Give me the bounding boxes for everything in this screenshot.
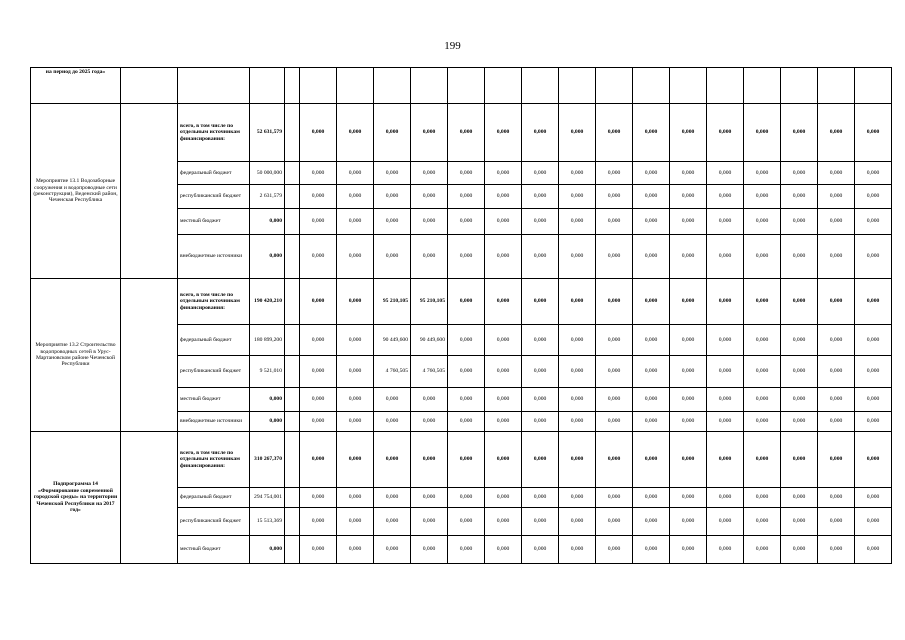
year-value: 0,000 xyxy=(707,104,744,162)
year-value: 0,000 xyxy=(374,488,411,508)
year-value: 0,000 xyxy=(818,279,855,325)
year-value: 0,000 xyxy=(670,325,707,356)
empty-cell xyxy=(285,508,300,536)
year-value: 0,000 xyxy=(670,356,707,388)
year-value: 0,000 xyxy=(485,325,522,356)
year-value: 0,000 xyxy=(522,432,559,488)
year-value: 0,000 xyxy=(707,432,744,488)
year-value: 0,000 xyxy=(744,356,781,388)
year-value: 0,000 xyxy=(411,508,448,536)
year-value: 0,000 xyxy=(781,488,818,508)
year-value: 0,000 xyxy=(670,488,707,508)
year-value: 0,000 xyxy=(633,356,670,388)
year-value: 0,000 xyxy=(596,104,633,162)
year-value: 0,000 xyxy=(522,508,559,536)
year-value: 0,000 xyxy=(855,488,892,508)
year-value: 0,000 xyxy=(855,388,892,412)
total-amount: 180 899,200 xyxy=(250,325,285,356)
page-number: 199 xyxy=(444,40,461,52)
year-value: 0,000 xyxy=(559,508,596,536)
empty-cell xyxy=(178,68,250,104)
total-amount: 50 000,000 xyxy=(250,162,285,185)
year-value: 0,000 xyxy=(633,412,670,432)
year-value: 0,000 xyxy=(448,388,485,412)
total-amount: 0,000 xyxy=(250,412,285,432)
year-value: 0,000 xyxy=(300,356,337,388)
year-value: 0,000 xyxy=(855,356,892,388)
empty-cell xyxy=(250,68,285,104)
year-value: 0,000 xyxy=(559,536,596,564)
year-value: 0,000 xyxy=(707,388,744,412)
year-value: 0,000 xyxy=(855,162,892,185)
empty-cell xyxy=(300,68,337,104)
continuation-title: на период до 2025 года» xyxy=(31,68,121,104)
year-value: 0,000 xyxy=(855,209,892,235)
year-value: 0,000 xyxy=(781,432,818,488)
funding-source: местный бюджет xyxy=(178,536,250,564)
year-value: 0,000 xyxy=(411,412,448,432)
total-amount: 310 267,370 xyxy=(250,432,285,488)
year-value: 0,000 xyxy=(485,536,522,564)
year-value: 0,000 xyxy=(744,488,781,508)
empty-cell xyxy=(485,68,522,104)
year-value: 0,000 xyxy=(633,388,670,412)
empty-cell xyxy=(559,68,596,104)
year-value: 0,000 xyxy=(485,185,522,209)
funding-source: местный бюджет xyxy=(178,388,250,412)
year-value: 0,000 xyxy=(374,235,411,279)
empty-cell xyxy=(744,68,781,104)
year-value: 0,000 xyxy=(559,325,596,356)
empty-cell xyxy=(285,432,300,488)
year-value: 0,000 xyxy=(559,388,596,412)
empty-cell xyxy=(285,104,300,162)
year-value: 0,000 xyxy=(855,325,892,356)
funding-source: федеральный бюджет xyxy=(178,162,250,185)
empty-cell xyxy=(285,325,300,356)
year-value: 0,000 xyxy=(337,279,374,325)
activity-name: Мероприятие 13.2 Строительство водопроводных сетей в Урус-Мартановском районе Чеченской Республики xyxy=(31,279,121,432)
year-value: 0,000 xyxy=(411,185,448,209)
empty-cell xyxy=(285,488,300,508)
year-value: 0,000 xyxy=(559,279,596,325)
funding-source: внебюджетные источники xyxy=(178,235,250,279)
empty-cell xyxy=(633,68,670,104)
year-value: 0,000 xyxy=(707,209,744,235)
year-value: 0,000 xyxy=(633,104,670,162)
year-value: 0,000 xyxy=(818,508,855,536)
total-amount: 190 420,210 xyxy=(250,279,285,325)
year-value: 0,000 xyxy=(744,209,781,235)
year-value: 0,000 xyxy=(744,508,781,536)
year-value: 0,000 xyxy=(855,279,892,325)
activity-name: Мероприятие 13.1 Водозаборные сооружения и водопроводные сети (реконструкция), Веденский район, Чеченская Республика xyxy=(31,104,121,279)
year-value: 0,000 xyxy=(337,185,374,209)
year-value: 0,000 xyxy=(818,325,855,356)
year-value: 0,000 xyxy=(670,508,707,536)
year-value: 0,000 xyxy=(670,412,707,432)
empty-cell xyxy=(121,279,178,432)
empty-cell xyxy=(285,388,300,412)
year-value: 90 449,600 xyxy=(411,325,448,356)
year-value: 0,000 xyxy=(485,235,522,279)
year-value: 0,000 xyxy=(337,104,374,162)
table-row xyxy=(31,104,892,162)
year-value: 0,000 xyxy=(781,235,818,279)
total-amount: 0,000 xyxy=(250,388,285,412)
empty-cell xyxy=(285,279,300,325)
empty-cell xyxy=(411,68,448,104)
year-value: 0,000 xyxy=(633,279,670,325)
year-value: 0,000 xyxy=(596,325,633,356)
year-value: 0,000 xyxy=(744,235,781,279)
year-value: 0,000 xyxy=(522,162,559,185)
year-value: 0,000 xyxy=(559,104,596,162)
year-value: 0,000 xyxy=(374,508,411,536)
funding-source: всего, в том числе по отдельным источникам финансирования: xyxy=(178,104,250,162)
year-value: 0,000 xyxy=(596,508,633,536)
year-value: 0,000 xyxy=(781,388,818,412)
year-value: 0,000 xyxy=(670,209,707,235)
year-value: 0,000 xyxy=(707,325,744,356)
year-value: 0,000 xyxy=(522,536,559,564)
year-value: 0,000 xyxy=(596,388,633,412)
year-value: 0,000 xyxy=(448,185,485,209)
year-value: 0,000 xyxy=(596,162,633,185)
year-value: 90 449,600 xyxy=(374,325,411,356)
year-value: 0,000 xyxy=(596,432,633,488)
year-value: 0,000 xyxy=(448,508,485,536)
funding-source: всего, в том числе по отдельным источникам финансирования: xyxy=(178,432,250,488)
year-value: 0,000 xyxy=(411,536,448,564)
funding-source: местный бюджет xyxy=(178,209,250,235)
funding-source: республиканский бюджет xyxy=(178,185,250,209)
budget-table xyxy=(30,67,892,564)
funding-source: республиканский бюджет xyxy=(178,508,250,536)
year-value: 0,000 xyxy=(559,432,596,488)
year-value: 0,000 xyxy=(707,536,744,564)
year-value: 95 210,105 xyxy=(411,279,448,325)
year-value: 0,000 xyxy=(559,356,596,388)
year-value: 0,000 xyxy=(744,432,781,488)
year-value: 0,000 xyxy=(818,432,855,488)
year-value: 0,000 xyxy=(300,488,337,508)
total-amount: 9 521,010 xyxy=(250,356,285,388)
year-value: 0,000 xyxy=(522,412,559,432)
year-value: 0,000 xyxy=(337,209,374,235)
total-amount: 0,000 xyxy=(250,235,285,279)
year-value: 0,000 xyxy=(300,536,337,564)
empty-cell xyxy=(670,68,707,104)
year-value: 0,000 xyxy=(411,432,448,488)
year-value: 0,000 xyxy=(374,412,411,432)
year-value: 0,000 xyxy=(818,388,855,412)
year-value: 0,000 xyxy=(300,185,337,209)
year-value: 0,000 xyxy=(337,325,374,356)
year-value: 0,000 xyxy=(448,488,485,508)
year-value: 0,000 xyxy=(411,162,448,185)
year-value: 0,000 xyxy=(300,388,337,412)
empty-cell xyxy=(285,356,300,388)
empty-cell xyxy=(121,432,178,564)
year-value: 0,000 xyxy=(670,279,707,325)
empty-cell xyxy=(596,68,633,104)
year-value: 0,000 xyxy=(670,104,707,162)
empty-cell xyxy=(121,68,178,104)
year-value: 0,000 xyxy=(522,388,559,412)
empty-cell xyxy=(374,68,411,104)
year-value: 0,000 xyxy=(781,325,818,356)
year-value: 0,000 xyxy=(411,235,448,279)
year-value: 0,000 xyxy=(522,104,559,162)
year-value: 0,000 xyxy=(781,508,818,536)
year-value: 0,000 xyxy=(744,412,781,432)
year-value: 0,000 xyxy=(818,356,855,388)
year-value: 0,000 xyxy=(744,325,781,356)
year-value: 0,000 xyxy=(670,185,707,209)
year-value: 0,000 xyxy=(448,235,485,279)
year-value: 0,000 xyxy=(633,185,670,209)
year-value: 0,000 xyxy=(744,388,781,412)
year-value: 0,000 xyxy=(411,488,448,508)
year-value: 0,000 xyxy=(633,325,670,356)
year-value: 0,000 xyxy=(448,412,485,432)
year-value: 0,000 xyxy=(522,235,559,279)
year-value: 0,000 xyxy=(781,209,818,235)
year-value: 0,000 xyxy=(781,279,818,325)
year-value: 0,000 xyxy=(818,162,855,185)
year-value: 0,000 xyxy=(485,356,522,388)
year-value: 0,000 xyxy=(485,488,522,508)
year-value: 0,000 xyxy=(559,185,596,209)
year-value: 0,000 xyxy=(707,235,744,279)
total-amount: 2 631,579 xyxy=(250,185,285,209)
year-value: 0,000 xyxy=(448,536,485,564)
year-value: 0,000 xyxy=(596,279,633,325)
year-value: 0,000 xyxy=(559,162,596,185)
empty-cell xyxy=(818,68,855,104)
year-value: 0,000 xyxy=(670,536,707,564)
empty-cell xyxy=(285,162,300,185)
total-amount: 294 754,001 xyxy=(250,488,285,508)
year-value: 0,000 xyxy=(374,388,411,412)
year-value: 0,000 xyxy=(781,104,818,162)
year-value: 0,000 xyxy=(522,209,559,235)
year-value: 0,000 xyxy=(633,432,670,488)
year-value: 0,000 xyxy=(337,235,374,279)
year-value: 0,000 xyxy=(596,235,633,279)
continuation-row xyxy=(31,68,892,104)
empty-cell xyxy=(781,68,818,104)
year-value: 0,000 xyxy=(522,279,559,325)
year-value: 0,000 xyxy=(670,388,707,412)
year-value: 0,000 xyxy=(337,388,374,412)
year-value: 0,000 xyxy=(448,325,485,356)
year-value: 0,000 xyxy=(596,488,633,508)
empty-cell xyxy=(285,185,300,209)
year-value: 0,000 xyxy=(300,325,337,356)
year-value: 0,000 xyxy=(485,104,522,162)
year-value: 0,000 xyxy=(300,162,337,185)
year-value: 0,000 xyxy=(781,185,818,209)
year-value: 0,000 xyxy=(633,235,670,279)
year-value: 0,000 xyxy=(485,388,522,412)
year-value: 0,000 xyxy=(855,185,892,209)
year-value: 0,000 xyxy=(559,235,596,279)
year-value: 0,000 xyxy=(411,104,448,162)
year-value: 0,000 xyxy=(300,104,337,162)
year-value: 0,000 xyxy=(374,185,411,209)
funding-source: внебюджетные источники xyxy=(178,412,250,432)
year-value: 0,000 xyxy=(522,488,559,508)
empty-cell xyxy=(285,536,300,564)
year-value: 0,000 xyxy=(855,104,892,162)
empty-cell xyxy=(448,68,485,104)
year-value: 0,000 xyxy=(300,279,337,325)
year-value: 4 760,505 xyxy=(374,356,411,388)
empty-cell xyxy=(285,68,300,104)
year-value: 0,000 xyxy=(596,209,633,235)
year-value: 0,000 xyxy=(781,162,818,185)
year-value: 0,000 xyxy=(374,209,411,235)
year-value: 0,000 xyxy=(485,412,522,432)
year-value: 0,000 xyxy=(744,536,781,564)
year-value: 0,000 xyxy=(485,162,522,185)
year-value: 0,000 xyxy=(670,432,707,488)
year-value: 0,000 xyxy=(633,536,670,564)
year-value: 0,000 xyxy=(337,412,374,432)
year-value: 4 760,505 xyxy=(411,356,448,388)
year-value: 0,000 xyxy=(855,412,892,432)
year-value: 0,000 xyxy=(670,235,707,279)
year-value: 0,000 xyxy=(300,235,337,279)
empty-cell xyxy=(855,68,892,104)
year-value: 0,000 xyxy=(707,412,744,432)
year-value: 0,000 xyxy=(855,536,892,564)
year-value: 0,000 xyxy=(448,209,485,235)
year-value: 0,000 xyxy=(337,356,374,388)
year-value: 0,000 xyxy=(744,185,781,209)
empty-cell xyxy=(285,235,300,279)
funding-source: всего, в том числе по отдельным источникам финансирования: xyxy=(178,279,250,325)
year-value: 95 210,105 xyxy=(374,279,411,325)
year-value: 0,000 xyxy=(337,432,374,488)
activity-name: Подпрограмма 14 «Формирование современной городской среды» на территории Чеченской Республики на 2017 год» xyxy=(31,432,121,564)
year-value: 0,000 xyxy=(633,508,670,536)
year-value: 0,000 xyxy=(411,209,448,235)
table-row xyxy=(31,279,892,325)
year-value: 0,000 xyxy=(374,162,411,185)
year-value: 0,000 xyxy=(374,104,411,162)
year-value: 0,000 xyxy=(485,508,522,536)
table-row xyxy=(31,432,892,488)
year-value: 0,000 xyxy=(781,536,818,564)
year-value: 0,000 xyxy=(485,209,522,235)
year-value: 0,000 xyxy=(633,488,670,508)
year-value: 0,000 xyxy=(781,412,818,432)
year-value: 0,000 xyxy=(485,432,522,488)
funding-source: федеральный бюджет xyxy=(178,488,250,508)
year-value: 0,000 xyxy=(855,235,892,279)
year-value: 0,000 xyxy=(633,162,670,185)
empty-cell xyxy=(337,68,374,104)
funding-source: федеральный бюджет xyxy=(178,325,250,356)
year-value: 0,000 xyxy=(707,356,744,388)
year-value: 0,000 xyxy=(485,279,522,325)
year-value: 0,000 xyxy=(522,356,559,388)
year-value: 0,000 xyxy=(448,279,485,325)
year-value: 0,000 xyxy=(818,104,855,162)
year-value: 0,000 xyxy=(448,356,485,388)
year-value: 0,000 xyxy=(596,185,633,209)
total-amount: 52 631,579 xyxy=(250,104,285,162)
year-value: 0,000 xyxy=(707,185,744,209)
year-value: 0,000 xyxy=(818,412,855,432)
year-value: 0,000 xyxy=(707,279,744,325)
year-value: 0,000 xyxy=(374,432,411,488)
year-value: 0,000 xyxy=(411,388,448,412)
year-value: 0,000 xyxy=(818,536,855,564)
year-value: 0,000 xyxy=(337,488,374,508)
year-value: 0,000 xyxy=(707,488,744,508)
year-value: 0,000 xyxy=(448,162,485,185)
total-amount: 15 513,369 xyxy=(250,508,285,536)
year-value: 0,000 xyxy=(337,162,374,185)
year-value: 0,000 xyxy=(818,488,855,508)
year-value: 0,000 xyxy=(374,536,411,564)
year-value: 0,000 xyxy=(522,185,559,209)
year-value: 0,000 xyxy=(633,209,670,235)
year-value: 0,000 xyxy=(670,162,707,185)
year-value: 0,000 xyxy=(596,412,633,432)
year-value: 0,000 xyxy=(337,536,374,564)
year-value: 0,000 xyxy=(707,162,744,185)
year-value: 0,000 xyxy=(818,209,855,235)
year-value: 0,000 xyxy=(448,104,485,162)
year-value: 0,000 xyxy=(300,412,337,432)
year-value: 0,000 xyxy=(522,325,559,356)
year-value: 0,000 xyxy=(337,508,374,536)
empty-cell xyxy=(121,104,178,279)
year-value: 0,000 xyxy=(596,536,633,564)
empty-cell xyxy=(522,68,559,104)
year-value: 0,000 xyxy=(855,508,892,536)
year-value: 0,000 xyxy=(818,185,855,209)
year-value: 0,000 xyxy=(559,488,596,508)
year-value: 0,000 xyxy=(559,209,596,235)
year-value: 0,000 xyxy=(818,235,855,279)
year-value: 0,000 xyxy=(707,508,744,536)
year-value: 0,000 xyxy=(744,279,781,325)
empty-cell xyxy=(707,68,744,104)
total-amount: 0,000 xyxy=(250,209,285,235)
year-value: 0,000 xyxy=(300,508,337,536)
funding-source: республиканский бюджет xyxy=(178,356,250,388)
empty-cell xyxy=(285,412,300,432)
year-value: 0,000 xyxy=(781,356,818,388)
year-value: 0,000 xyxy=(744,162,781,185)
year-value: 0,000 xyxy=(559,412,596,432)
year-value: 0,000 xyxy=(855,432,892,488)
year-value: 0,000 xyxy=(448,432,485,488)
year-value: 0,000 xyxy=(744,104,781,162)
year-value: 0,000 xyxy=(300,209,337,235)
empty-cell xyxy=(285,209,300,235)
total-amount: 0,000 xyxy=(250,536,285,564)
year-value: 0,000 xyxy=(300,432,337,488)
year-value: 0,000 xyxy=(596,356,633,388)
